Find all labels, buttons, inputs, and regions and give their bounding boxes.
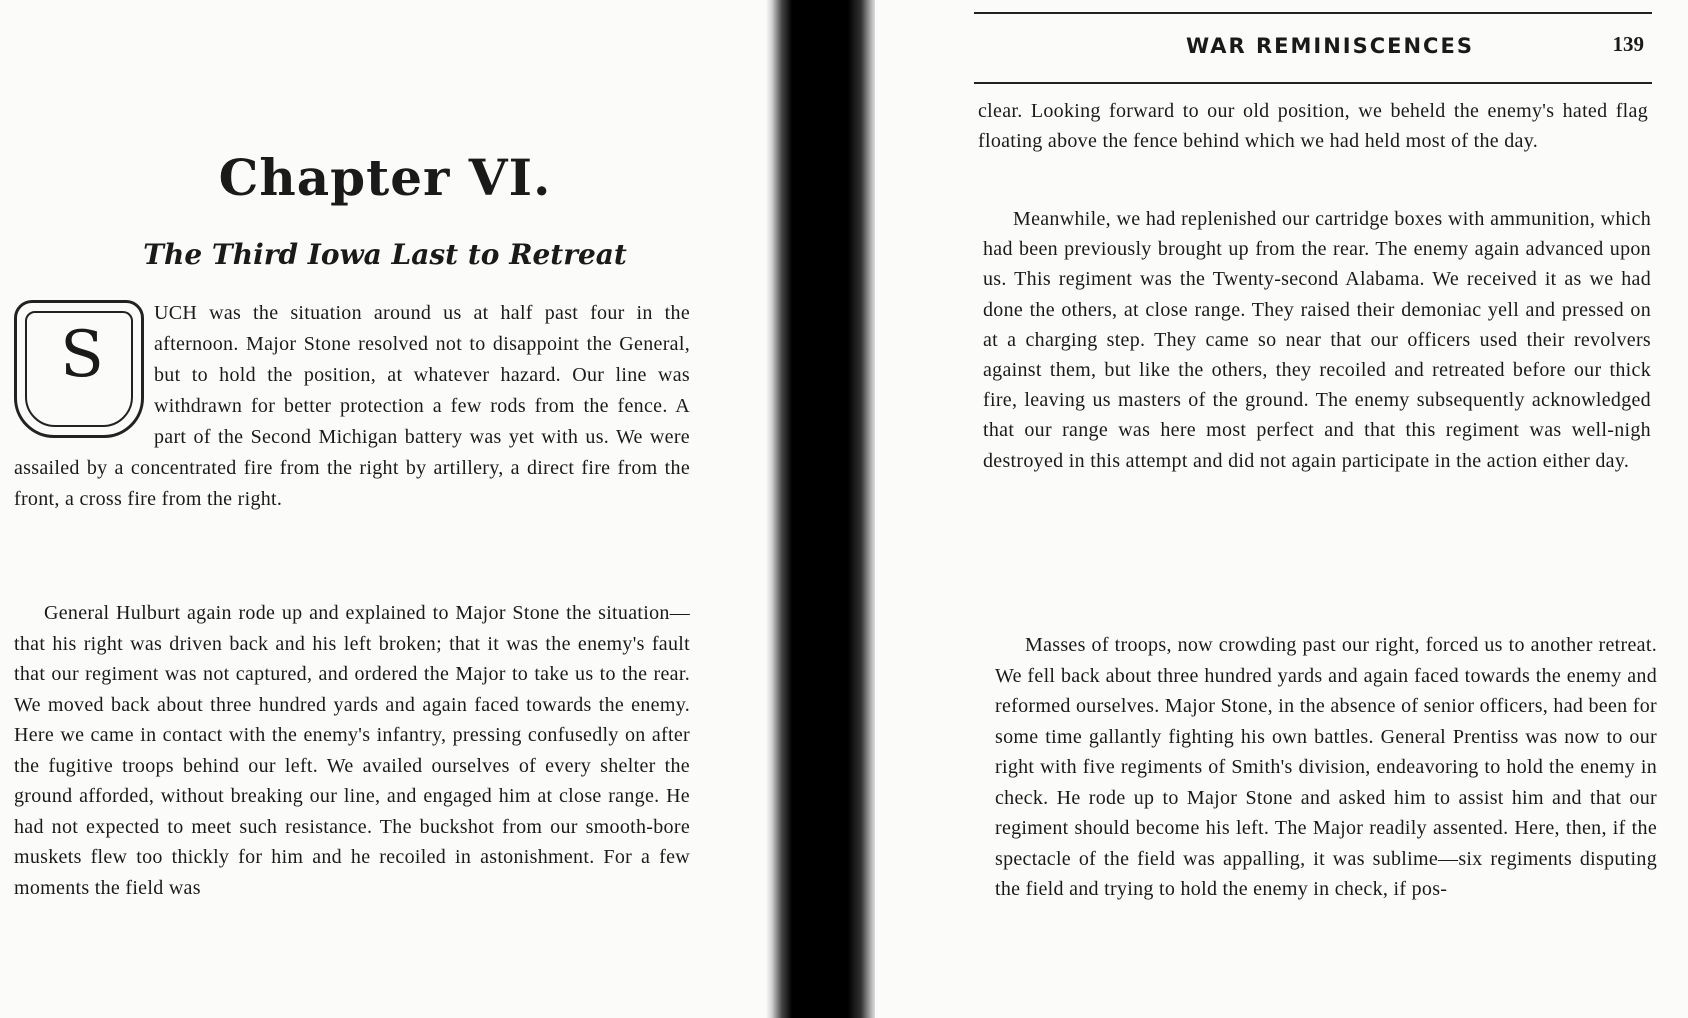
header-rule-top [974, 12, 1652, 14]
left-paragraph-2: General Hulburt again rode up and explained to Major Stone the situation—that his right was driven back and his left broken; that it was the enemy's fault that our regiment was not captured, and ordered the Major to take us to the rear. We moved back about three hundred yards and again faced towards the enemy. Here we came in contact with the enemy's infantry, pressing confusedly on after the fugitive troops behind our left. We availed ourselves of every shelter the ground afforded, without breaking our line, and engaged him at close range. He had not expected to meet such resistance. The buckshot from our smooth-bore muskets flew too thickly for him and he recoiled in astonishment. For a few moments the field was [14, 602, 690, 899]
drop-cap-letter: S [60, 318, 104, 392]
header-rule-bottom [974, 82, 1652, 84]
page-number: 139 [1612, 32, 1644, 56]
book-gutter [766, 0, 878, 1018]
left-paragraph-1-container [14, 298, 690, 515]
drop-cap-spacer [14, 298, 154, 448]
right-paragraph-2: Meanwhile, we had replenished our cartridge boxes with ammunition, which had been previously brought up from the rear. The enemy again advanced upon us. This regiment was the Twenty-second Alabama. We received it as we had done the others, at close range. They raised their demoniac yell and pressed on at a charging step. They came so near that our officers used their revolvers against them, but like the others, they recoiled and retreated before our thick fire, leaving us masters of the ground. The enemy subsequently acknowledged that our range was here most perfect and that this regiment was well-nigh destroyed in this attempt and did not again participate in the action either day. [983, 208, 1651, 472]
chapter-subtitle: The Third Iowa Last to Retreat [143, 238, 627, 271]
chapter-title: Chapter VI. [218, 148, 552, 207]
running-head: WAR REMINISCENCES [1186, 34, 1474, 58]
left-paragraph-1: UCH was the situation around us at half past four in the afternoon. Major Stone resolved not to disappoint the General, but to hold the position, at whatever hazard. Our line was withdrawn for better protection a few rods from the fence. A part of the Second Michigan battery was yet with us. We were assailed by a concentrated fire from the right by artillery, a direct fire from the front, a cross fire from the right. [14, 302, 690, 510]
right-paragraph-1: clear. Looking forward to our old position, we beheld the enemy's hated flag floating above the fence behind which we had held most of the day. [978, 100, 1648, 152]
right-paragraph-3: Masses of troops, now crowding past our right, forced us to another retreat. We fell back about three hundred yards and again faced towards the enemy and reformed ourselves. Major Stone, in the absence of senior officers, had been for some time gallantly fighting his own battles. General Prentiss was now to our right with five regiments of Smith's division, endeavoring to hold the enemy in check. He rode up to Major Stone and asked him to assist him and that our regiment should become his left. The Major readily assented. Here, then, if the spectacle of the field was appalling, it was sublime—six regiments disputing the field and trying to hold the enemy in check, if pos- [995, 634, 1657, 900]
